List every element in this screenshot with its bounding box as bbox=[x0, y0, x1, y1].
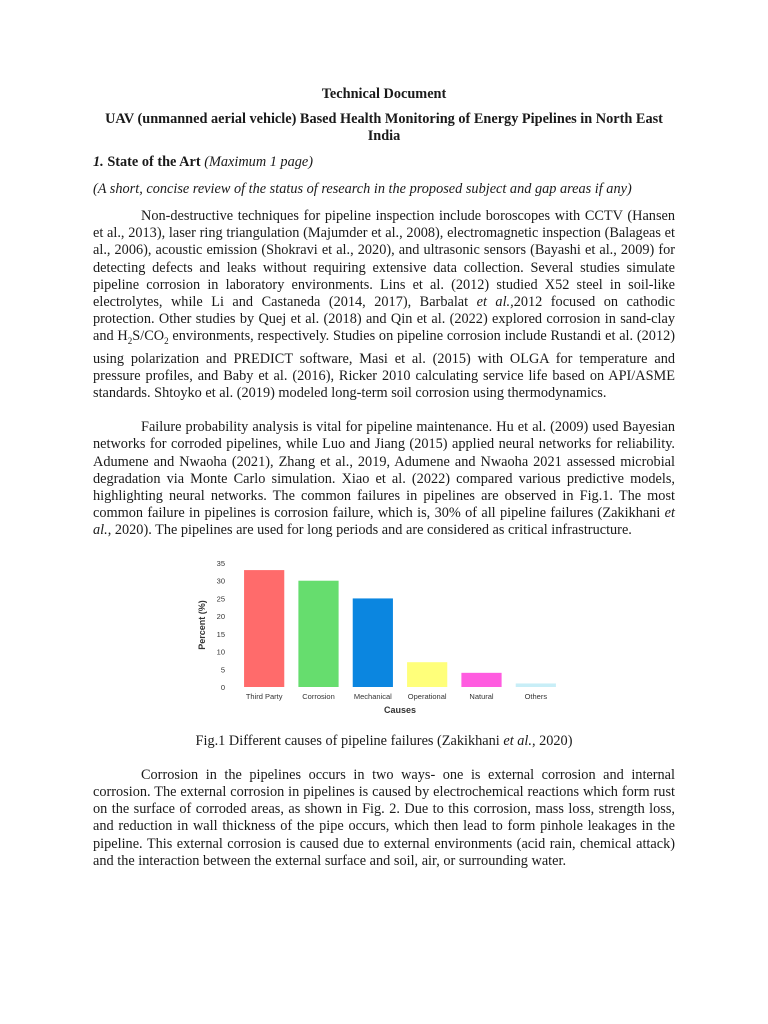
caption-text-a: Fig.1 Different causes of pipeline failures (Zakikhani bbox=[195, 732, 504, 749]
p1-text-a: Non-destructive techniques for pipeline inspection include boroscopes with CCTV (Hansen et al., 2013), laser ring triangulation (Majumder et al., 2008), electromagnetic inspection (Balageas et al., 2006), acoustic emission (Shokravi et al., 2020), and ultrasonic sensors (Bayashi et al., 2009) for detecting defects and leaks without requiring extensive data collection. Several studies simulate pipeline corrosion in laboratory environments. Lins et al. (2012) studied X52 steel in soil-like electrolytes, while Li and Castaneda (2014, 2017), Barbalat bbox=[93, 208, 675, 311]
paragraph-2 bbox=[93, 419, 675, 539]
document-page bbox=[93, 86, 675, 887]
section-heading bbox=[93, 154, 675, 171]
p1-subscript-1: 2 bbox=[127, 336, 133, 347]
x-tick-label: Others bbox=[524, 691, 548, 701]
y-tick-label: 0 bbox=[220, 682, 225, 692]
paragraph-1 bbox=[93, 208, 675, 402]
x-tick-label: Natural bbox=[469, 691, 494, 701]
bar-corrosion bbox=[298, 580, 338, 686]
section-note: (Maximum 1 page) bbox=[204, 153, 313, 170]
failure-causes-chart bbox=[193, 551, 573, 721]
y-tick-label: 25 bbox=[216, 593, 225, 603]
italic-instruction: (A short, concise review of the status of research in the proposed subject and gap areas if any) bbox=[93, 180, 632, 197]
p1-subscript-2: 2 bbox=[164, 336, 169, 347]
p2-text-a: Failure probability analysis is vital for pipeline maintenance. Hu et al. (2009) used Bayesian networks for corroded pipelines, while Luo and Jiang (2015) applied neural networks for reliability. Adumene and Nwaoha (2021), Zhang et al., 2019, Adumene and Nwaoha 2021 assessed microbial degradation via Monte Carlo simulation. Xiao et al. (2022) compared various predictive models, highlighting neural networks. The common failures in pipelines are observed in Fig.1. The most common failure in pipelines is corrosion failure, which is, 30% of all pipeline failures (Zakikhani bbox=[93, 419, 675, 522]
p2-etal: et al. bbox=[93, 505, 675, 539]
p1-text-d: environments, respectively. Studies on pipeline corrosion include Rustandi et al. (2012) using polarization and PREDICT software, Masi et al. (2015) with OLGA for temperature and pressure profiles, and Baby et al. (2016), Ricker 2010 calculating service life based on API/ASME standards. Shtoyko et al. (2019) modeled long-term soil corrosion using thermodynamics. bbox=[93, 328, 676, 401]
bar-natural bbox=[461, 672, 501, 686]
figure-1 bbox=[93, 551, 675, 721]
section-title: State of the Art bbox=[107, 153, 201, 170]
y-tick-label: 15 bbox=[216, 629, 225, 639]
bar-operational bbox=[407, 662, 447, 687]
p1-text-c: S/CO bbox=[132, 328, 165, 345]
bar-others bbox=[516, 683, 556, 687]
bar-third-party bbox=[244, 570, 284, 687]
document-heading: Technical Document bbox=[321, 86, 447, 102]
y-axis-label: Percent (%) bbox=[197, 599, 207, 650]
caption-etal: et al. bbox=[503, 732, 532, 749]
p2-text-b: , 2020). The pipelines are used for long periods and are considered as critical infrastructure. bbox=[107, 522, 632, 539]
section-number: 1. bbox=[93, 153, 104, 170]
x-axis-label: Causes bbox=[383, 704, 417, 715]
caption-text-b: , 2020) bbox=[531, 732, 573, 749]
bar-mechanical bbox=[353, 598, 393, 687]
y-tick-label: 10 bbox=[216, 647, 225, 657]
y-tick-label: 35 bbox=[216, 558, 225, 568]
paragraph-3: Corrosion in the pipelines occurs in two ways- one is external corrosion and internal corrosion. The external corrosion in pipelines is caused by electrochemical reactions which form rust on the surface of corroded areas, as shown in Fig. 2. Due to this corrosion, mass loss, strength loss, and reduction in wall thickness of the pipe occurs, which then lead to form pinhole leakages in the pipeline. This external corrosion is caused due to external environments (acid rain, chemical attack) and the interaction between the external surface and soil, air, or surrounding water. bbox=[93, 766, 675, 869]
x-tick-label: Corrosion bbox=[302, 691, 335, 701]
y-tick-label: 5 bbox=[220, 664, 225, 674]
x-tick-label: Mechanical bbox=[353, 691, 392, 701]
y-tick-label: 30 bbox=[216, 576, 225, 586]
document-title: UAV (unmanned aerial vehicle) Based Health Monitoring of Energy Pipelines in North East India bbox=[105, 111, 663, 145]
figure-caption bbox=[93, 733, 675, 750]
y-tick-label: 20 bbox=[216, 611, 225, 621]
x-tick-label: Third Party bbox=[245, 691, 283, 701]
p1-etal: et al., bbox=[476, 294, 514, 311]
p1-text-b: 2012 focused on cathodic protection. Other studies by Quej et al. (2018) and Qin et al. (2022) explored corrosion in sand-clay and H bbox=[93, 294, 675, 345]
x-tick-label: Operational bbox=[407, 691, 447, 701]
